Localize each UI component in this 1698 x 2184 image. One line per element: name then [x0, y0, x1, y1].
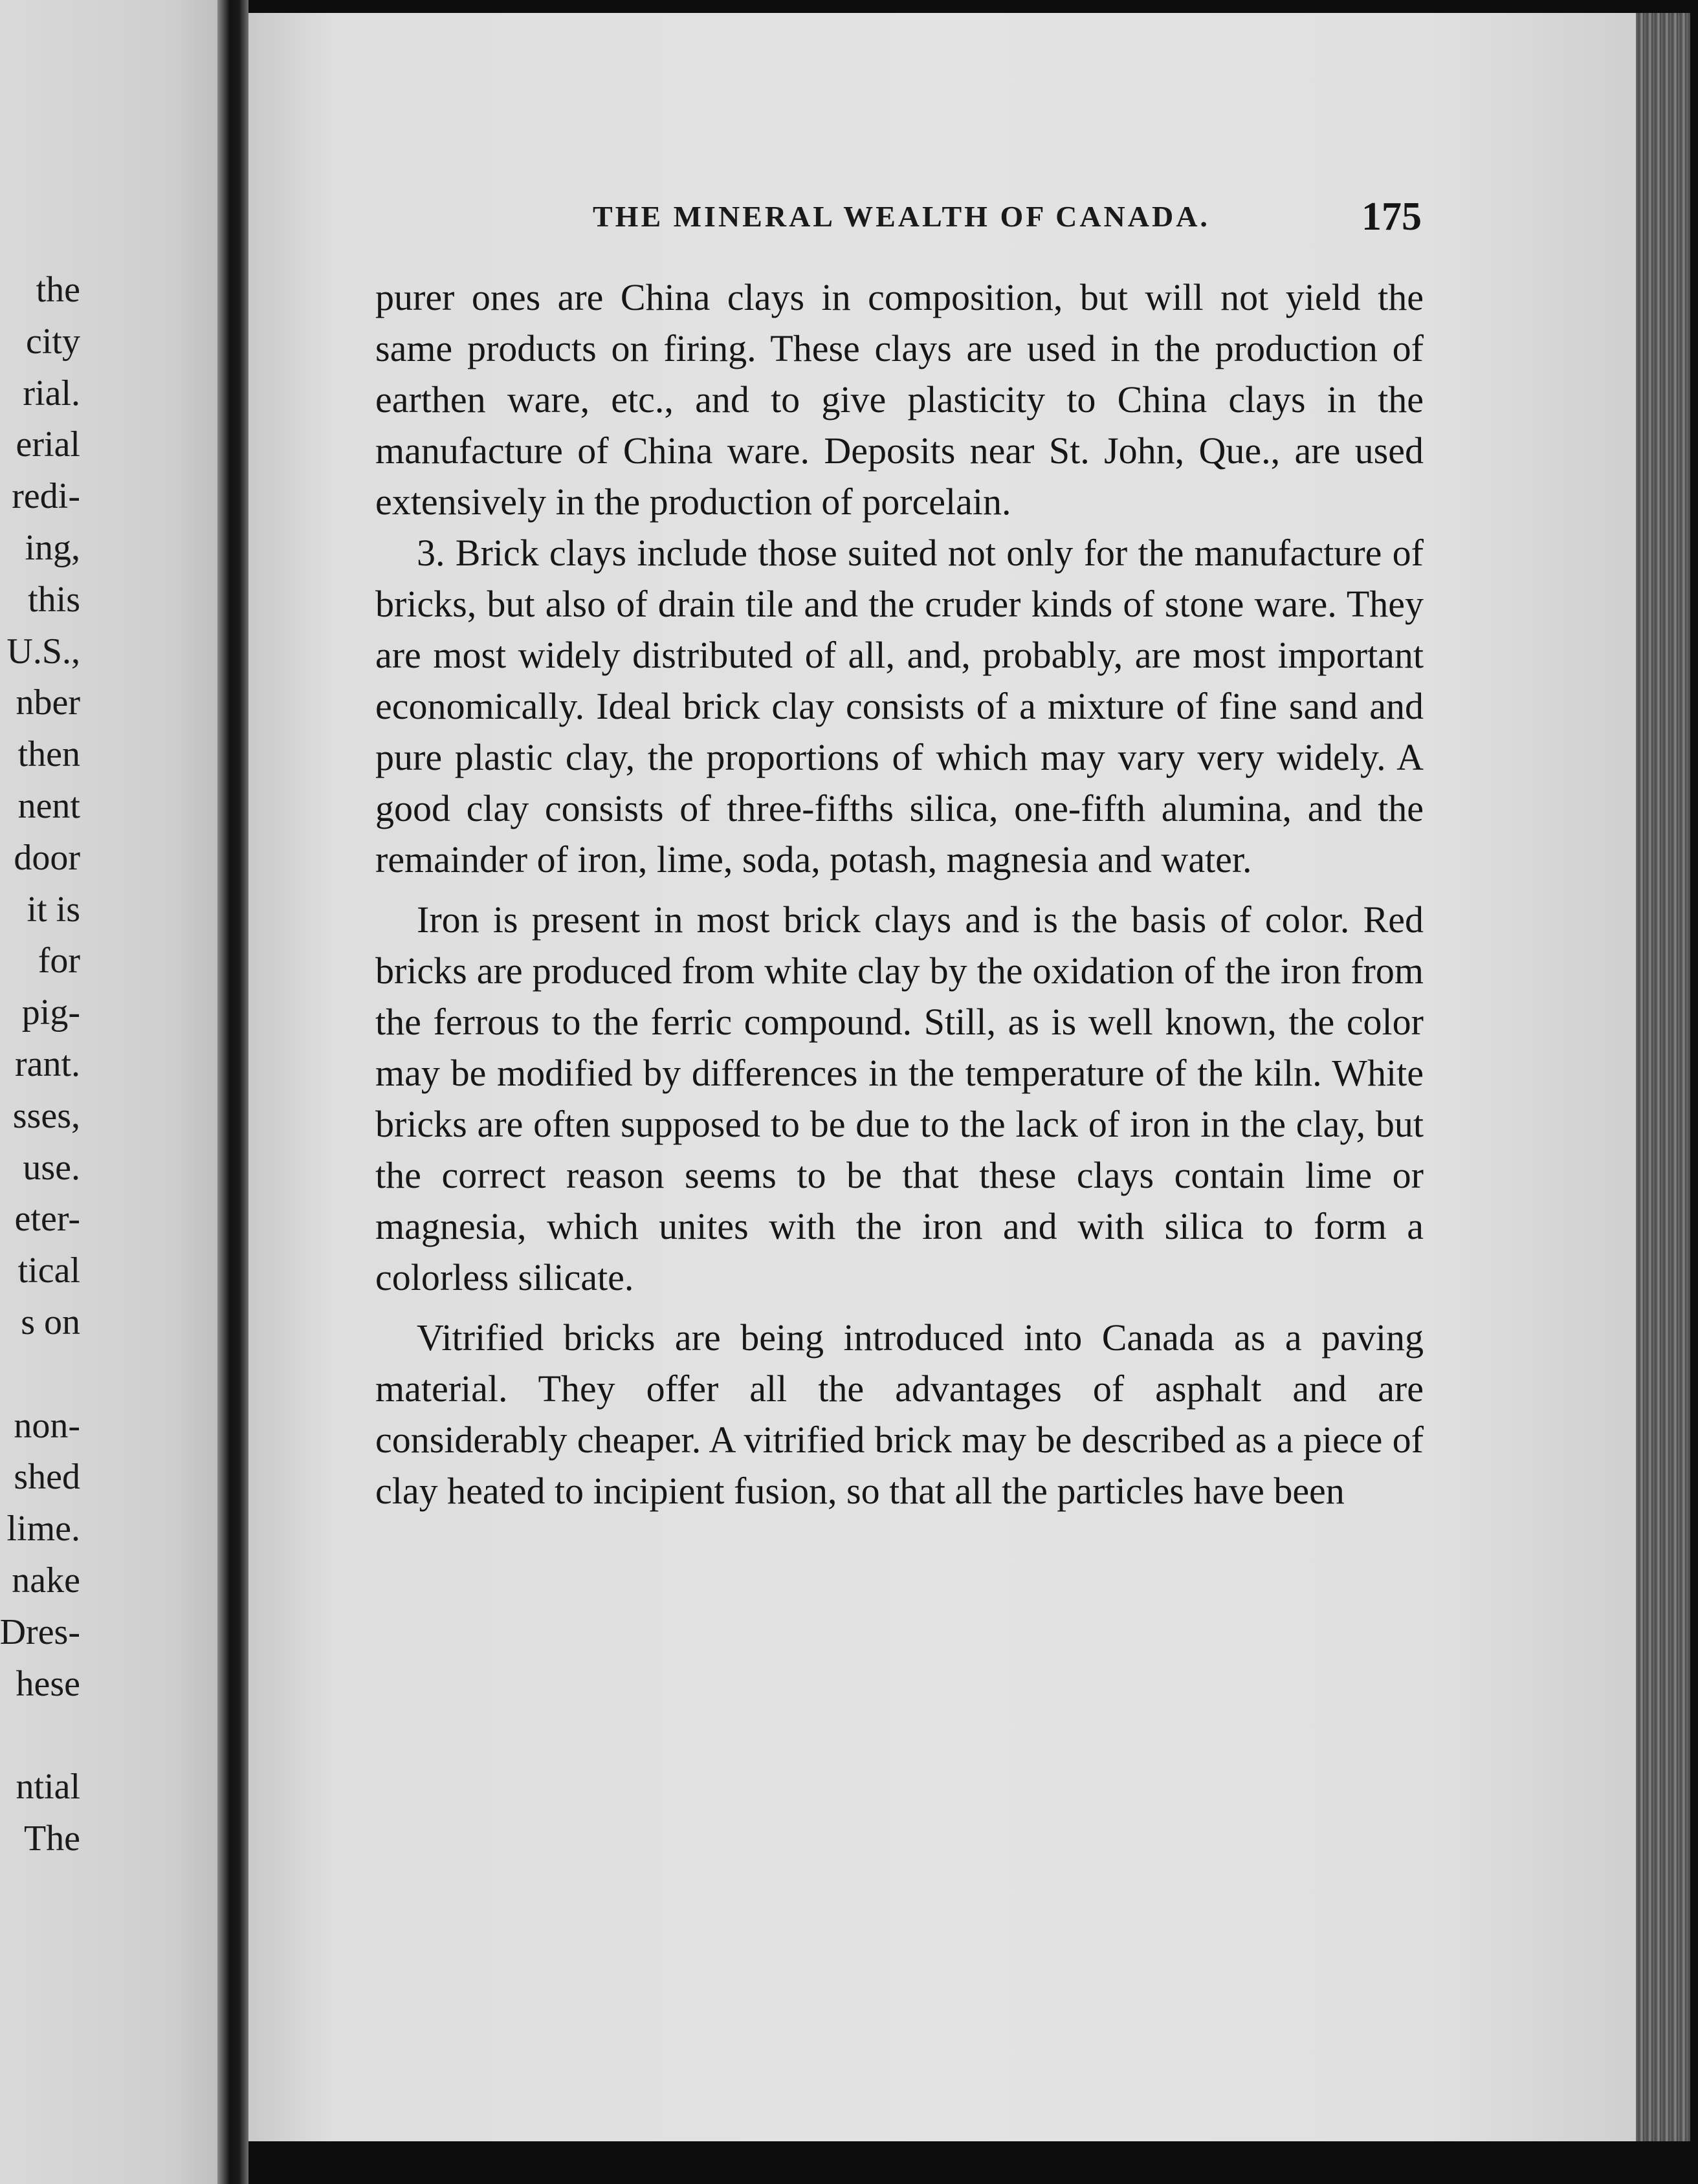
facing-page-line-fragment: rant.: [14, 1044, 80, 1084]
facing-page-line-fragment: U.S.,: [6, 631, 80, 672]
running-title: THE MINERAL WEALTH OF CANADA.: [593, 200, 1210, 233]
facing-page-line-fragment: Dres-: [0, 1612, 80, 1652]
facing-page-line-fragment: erial: [16, 424, 80, 464]
book-gutter: [217, 0, 248, 2184]
facing-page-line-fragment: tical: [17, 1250, 80, 1291]
page-number: 175: [1362, 195, 1422, 239]
facing-page-line-fragment: door: [14, 838, 80, 878]
paragraph: Vitrified bricks are being introduced into Canada as a paving material. They offer all the advantages of asphalt and are considerably cheaper. A vitrified brick may be described as a piece of clay heated to incipient fusion, so that all the particles have been: [375, 1316, 1424, 1512]
facing-page-line-fragment: rial.: [23, 373, 80, 413]
facing-page-line-fragment: nake: [12, 1560, 80, 1600]
facing-page-line-fragment: nent: [17, 786, 80, 826]
facing-page-line-fragment: then: [17, 734, 80, 774]
facing-page-line-fragment: nber: [16, 682, 80, 723]
facing-page-line-fragment: s on: [21, 1302, 80, 1342]
facing-page-line-fragment: hese: [16, 1664, 80, 1704]
facing-page-line-fragment: The: [23, 1818, 80, 1859]
facing-page-line-fragment: shed: [14, 1457, 80, 1497]
facing-page-line-fragment: city: [26, 322, 80, 362]
paragraph: purer ones are China clays in composition, but will not yield the same products on firing. These clays are used in the production of earthen ware, etc., and to give plasticity to China clays in the manufacture of China ware. Deposits near St. John, Que., are used extensively in the production of porcelain.: [375, 276, 1424, 523]
paragraph: 3. Brick clays include those suited not only for the manufacture of bricks, but also of drain tile and the cruder kinds of stone ware. They are most widely distributed of all, and, probably, are most important economically. Ideal brick clay consists of a mixture of fine sand and pure plastic clay, the proportions of which may vary very widely. A good clay consists of three-fifths silica, one-fifth alumina, and the remainder of iron, lime, soda, potash, magnesia and water.: [375, 532, 1424, 880]
facing-page-line-fragment: lime.: [6, 1509, 80, 1549]
facing-page-line-fragment: eter-: [14, 1199, 80, 1239]
facing-page-line-fragment: ing,: [25, 528, 80, 568]
facing-page-line-fragment: use.: [23, 1148, 80, 1188]
facing-page-line-fragment: this: [28, 580, 80, 620]
facing-page-line-fragment: sses,: [12, 1096, 80, 1136]
facing-page-line-fragment: pig-: [21, 992, 80, 1032]
body-text: [375, 272, 1424, 1516]
facing-page-line-fragment: it is: [27, 890, 80, 930]
facing-page-line-fragment: for: [38, 941, 80, 981]
paragraph: Iron is present in most brick clays and is the basis of color. Red bricks are produced from white clay by the oxidation of the iron from the ferrous to the ferric compound. Still, as is well known, the color may be modified by differences in the temperature of the kiln. White bricks are often supposed to be due to the lack of iron in the clay, but the correct reason seems to be that these clays contain lime or magnesia, which unites with the iron and with silica to form a colorless silicate.: [375, 899, 1424, 1298]
facing-page-line-fragment: the: [36, 270, 80, 310]
facing-page-line-fragment: non-: [14, 1406, 80, 1446]
facing-page-line-fragment: redi-: [12, 476, 80, 516]
page-edges: [1636, 13, 1690, 2141]
facing-page-line-fragment: ntial: [16, 1767, 80, 1807]
facing-page: [0, 0, 241, 2184]
